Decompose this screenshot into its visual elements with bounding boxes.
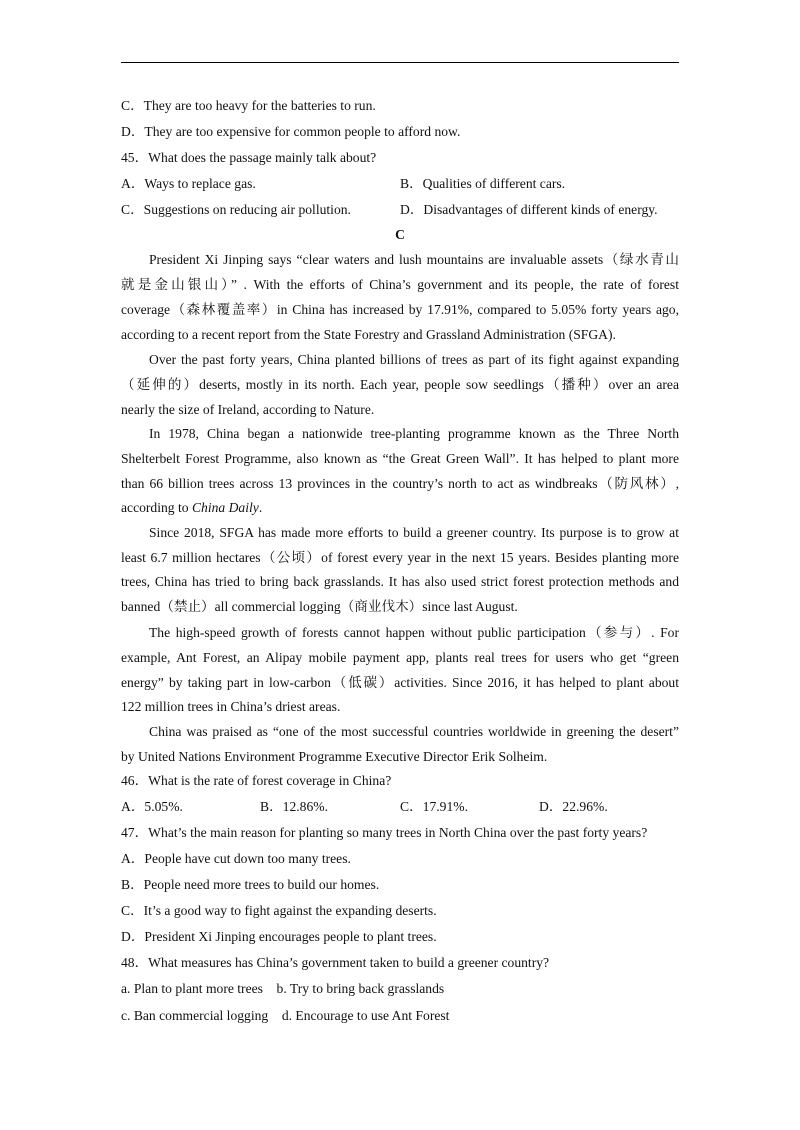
q46-option-d: D．22.96%. bbox=[539, 799, 608, 814]
passage-p5-line3: energy” by taking part in low-carbon（低碳）activities. Since 2016, it has helped to plant about bbox=[121, 675, 679, 690]
passage-p3-line4-suffix: . bbox=[258, 500, 263, 515]
passage-p2-line3: nearly the size of Ireland, according to Nature. bbox=[121, 402, 375, 417]
q45-option-d: D．Disadvantages of different kinds of energy. bbox=[400, 202, 658, 217]
passage-p5-line4: 122 million trees in China’s driest areas. bbox=[121, 699, 341, 714]
header-rule bbox=[121, 62, 679, 63]
q48-stem: 48．What measures has China’s government taken to build a greener country? bbox=[121, 955, 550, 970]
q48-choices-line2: c. Ban commercial logging d. Encourage to use Ant Forest bbox=[121, 1008, 450, 1023]
passage-p3-line4-prefix: according to bbox=[121, 500, 192, 515]
q47-option-a: A．People have cut down too many trees. bbox=[121, 851, 351, 866]
q46-stem: 46．What is the rate of forest coverage in China? bbox=[121, 773, 392, 788]
passage-p2-line1: Over the past forty years, China planted billions of trees as part of its fight against expanding bbox=[149, 352, 679, 367]
passage-p1-line4: according to a recent report from the State Forestry and Grassland Administration (SFGA). bbox=[121, 327, 616, 342]
passage-p4-line4: banned（禁止）all commercial logging（商业伐木）since last August. bbox=[121, 599, 518, 614]
passage-p4-line2: least 6.7 million hectares（公顷）of forest every year in the next 15 years. Besides planting more bbox=[121, 550, 679, 565]
passage-p3-line3: than 66 billion trees across 13 provinces in the country’s north to act as windbreaks（防风林）, bbox=[121, 476, 679, 491]
passage-p4-line1: Since 2018, SFGA has made more efforts to build a greener country. Its purpose is to grow at bbox=[149, 525, 679, 540]
q45-stem: 45．What does the passage mainly talk about? bbox=[121, 150, 377, 165]
q47-option-c: C．It’s a good way to fight against the expanding deserts. bbox=[121, 903, 437, 918]
passage-p1-line2: 就是金山银山）” . With the efforts of China’s government and its people, the rate of forest bbox=[121, 277, 679, 292]
q46-option-b: B．12.86%. bbox=[260, 799, 328, 814]
source-name: China Daily bbox=[191, 500, 259, 515]
q47-stem: 47．What’s the main reason for planting so many trees in North China over the past forty years? bbox=[121, 825, 648, 840]
q46-option-a: A．5.05%. bbox=[121, 799, 183, 814]
passage-p2-line2: （延伸的）deserts, mostly in its north. Each year, people sow seedlings（播种）over an area bbox=[121, 377, 679, 392]
passage-p6-line1: China was praised as “one of the most successful countries worldwide in greening the desert” bbox=[149, 724, 679, 739]
q46-option-c: C．17.91%. bbox=[400, 799, 468, 814]
q47-option-b: B．People need more trees to build our homes. bbox=[121, 877, 380, 892]
section-heading: C bbox=[395, 227, 405, 242]
passage-p5-line2: example, Ant Forest, an Alipay mobile payment app, plants real trees for users who get “green bbox=[121, 650, 679, 665]
passage-p6-line2: by United Nations Environment Programme Executive Director Erik Solheim. bbox=[121, 749, 548, 764]
q47-option-d: D．President Xi Jinping encourages people to plant trees. bbox=[121, 929, 437, 944]
passage-p3-line2: Shelterbelt Forest Programme, also known as “the Great Green Wall”. It has helped to plant more bbox=[121, 451, 679, 466]
passage-p1-line3: coverage（森林覆盖率）in China has increased by 17.91%, compared to 5.05% forty years ago, bbox=[121, 302, 679, 317]
q44-option-c: C．They are too heavy for the batteries to run. bbox=[121, 98, 376, 113]
passage-p3-line4 bbox=[121, 499, 262, 517]
q48-choices-line1: a. Plan to plant more trees b. Try to bring back grasslands bbox=[121, 981, 445, 996]
passage-p5-line1: The high-speed growth of forests cannot happen without public participation（参与）. For bbox=[149, 625, 679, 640]
passage-p3-line1: In 1978, China began a nationwide tree-planting programme known as the Three North bbox=[149, 426, 679, 441]
passage-p1-line1: President Xi Jinping says “clear waters and lush mountains are invaluable assets（绿水青山 bbox=[149, 252, 679, 267]
q45-option-b: B．Qualities of different cars. bbox=[400, 176, 566, 191]
q45-option-c: C．Suggestions on reducing air pollution. bbox=[121, 202, 351, 217]
q45-option-a: A．Ways to replace gas. bbox=[121, 176, 256, 191]
q44-option-d: D．They are too expensive for common people to afford now. bbox=[121, 124, 461, 139]
passage-p4-line3: trees, China has tried to bring back grasslands. It has also used strict forest protection methods and bbox=[121, 574, 679, 589]
